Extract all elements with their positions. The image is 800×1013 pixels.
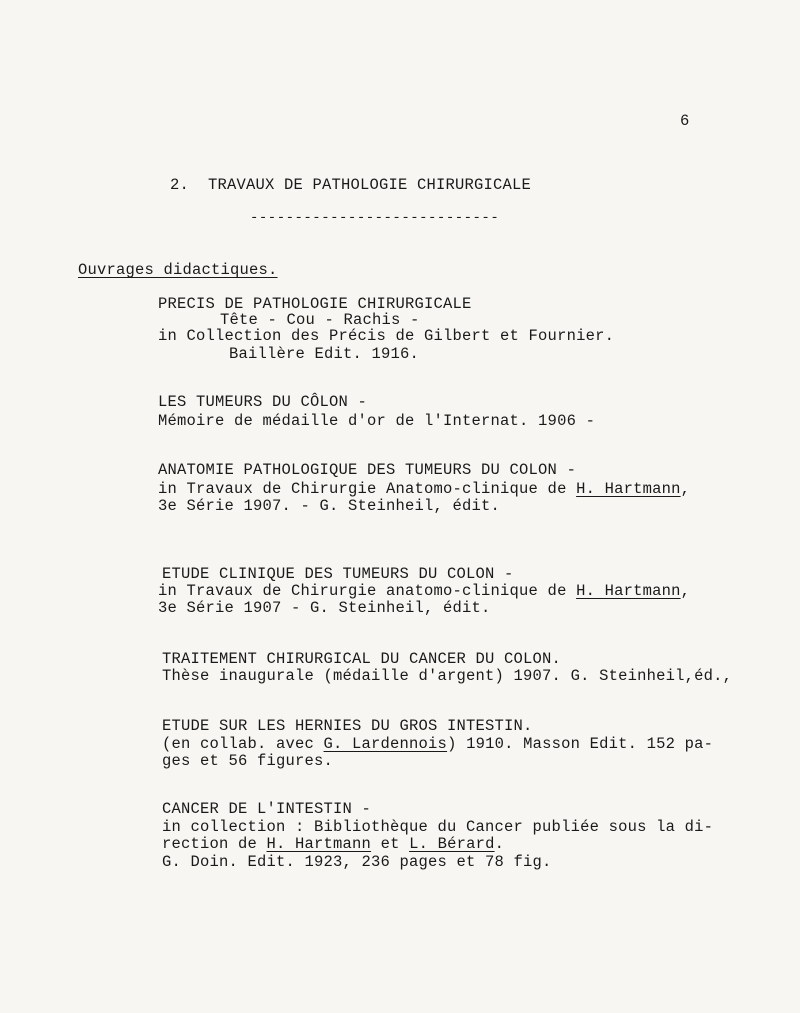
entry-line: in Travaux de Chirurgie anatomo-clinique de H. Hartmann, [158, 582, 691, 600]
author-name: H. Hartmann [576, 480, 681, 498]
author-name: H. Hartmann [576, 582, 681, 600]
subsection-heading: Ouvrages didactiques. [78, 261, 278, 279]
entry-title: TRAITEMENT CHIRURGICAL DU CANCER DU COLON. [162, 650, 562, 668]
entry-line: Baillère Edit. 1916. [229, 345, 420, 363]
entry-line: in Collection des Précis de Gilbert et Fournier. [158, 327, 615, 345]
entry-line: Thèse inaugurale (médaille d'argent) 1907. G. Steinheil,éd., [162, 667, 733, 685]
entry-line: Tête - Cou - Rachis - [220, 311, 420, 329]
section-title: 2. TRAVAUX DE PATHOLOGIE CHIRURGICALE [170, 176, 532, 194]
page-number: 6 [680, 112, 690, 130]
entry-line: rection de H. Hartmann et L. Bérard. [162, 835, 505, 853]
entry-title: ETUDE CLINIQUE DES TUMEURS DU COLON - [162, 565, 514, 583]
entry-line: G. Doin. Edit. 1923, 236 pages et 78 fig. [162, 853, 552, 871]
entry-title: ETUDE SUR LES HERNIES DU GROS INTESTIN. [162, 717, 533, 735]
entry-line: (en collab. avec G. Lardennois) 1910. Masson Edit. 152 pa- [162, 735, 714, 753]
entry-title: CANCER DE L'INTESTIN - [162, 800, 372, 818]
entry-title: PRECIS DE PATHOLOGIE CHIRURGICALE [158, 295, 472, 313]
entry-line: 3e Série 1907 - G. Steinheil, édit. [158, 599, 491, 617]
entry-line: in collection : Bibliothèque du Cancer publiée sous la di- [162, 818, 714, 836]
entry-line: 3e Série 1907. - G. Steinheil, édit. [158, 497, 501, 515]
entry-title: ANATOMIE PATHOLOGIQUE DES TUMEURS DU COLON - [158, 461, 577, 479]
section-rule: ---------------------------- [250, 210, 500, 226]
author-name: L. Bérard [409, 835, 495, 853]
entry-line: ges et 56 figures. [162, 752, 334, 770]
author-name: H. Hartmann [266, 835, 372, 853]
entry-line: Mémoire de médaille d'or de l'Internat. 1906 - [158, 412, 596, 430]
entry-line: in Travaux de Chirurgie Anatomo-clinique de H. Hartmann, [158, 480, 691, 498]
author-name: G. Lardennois [323, 735, 448, 753]
entry-title: LES TUMEURS DU CÔLON - [158, 393, 368, 411]
